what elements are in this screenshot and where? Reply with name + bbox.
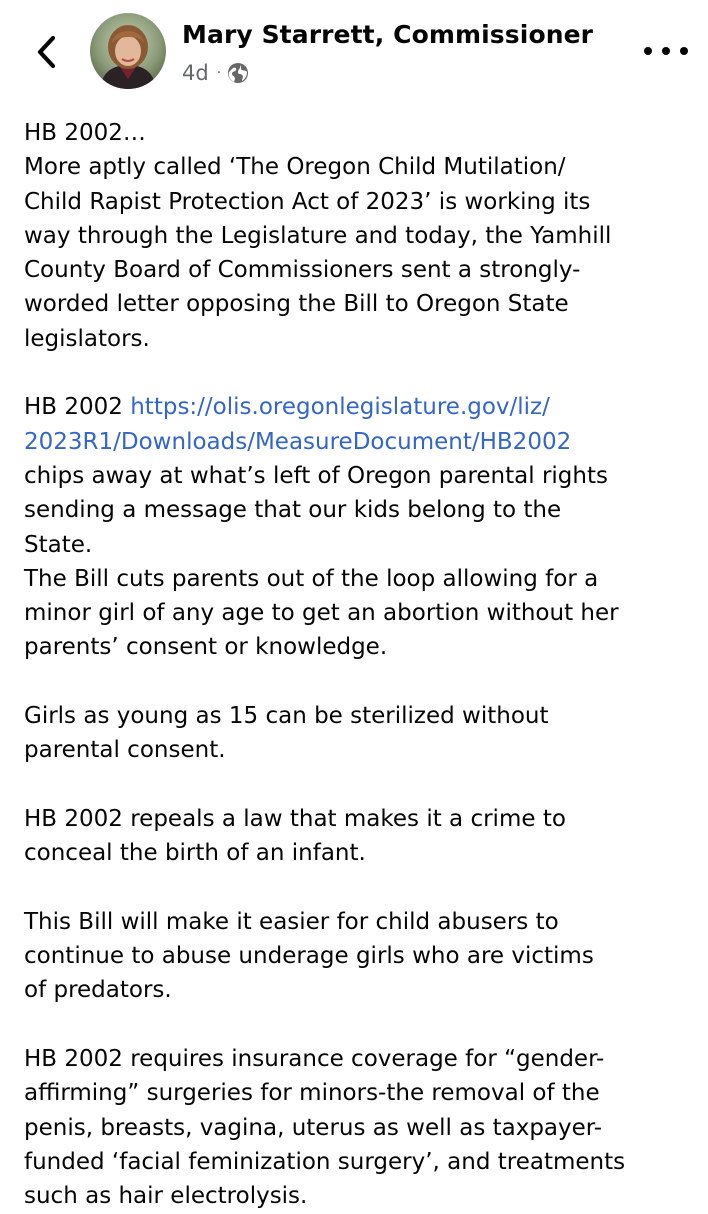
post-line: State. [24, 531, 93, 558]
author-name[interactable]: Mary Starrett, Commissioner [182, 20, 594, 49]
post-line: The Bill cuts parents out of the loop allowing for a [24, 565, 599, 592]
post-line: penis, breasts, vagina, uterus as well as taxpayer- [24, 1114, 603, 1141]
bill-link[interactable]: https://olis.oregonlegislature.gov/liz/ [130, 394, 550, 421]
post-line: HB 2002 requires insurance coverage for “gender- [24, 1046, 605, 1073]
profile-photo [90, 13, 166, 89]
ellipsis-icon [644, 47, 652, 55]
post-line: More aptly called ‘The Oregon Child Mutilation/ [24, 154, 566, 181]
post-line: County Board of Commissioners sent a strongly- [24, 257, 581, 284]
post-age[interactable]: 4d [182, 61, 209, 85]
post-line: way through the Legislature and today, the Yamhill [24, 222, 612, 249]
post-line: sending a message that our kids belong to the [24, 497, 562, 524]
post-line: chips away at what’s left of Oregon parental rights [24, 462, 608, 489]
paragraph-gap [24, 871, 708, 905]
post-line: Child Rapist Protection Act of 2023’ is working its [24, 188, 591, 215]
post-line: of predators. [24, 977, 172, 1004]
paragraph-gap [24, 356, 708, 390]
post-header [0, 0, 708, 110]
post-line: conceal the birth of an infant. [24, 840, 366, 867]
paragraph-gap [24, 665, 708, 699]
post-line: This Bill will make it easier for child abusers to [24, 908, 559, 935]
ellipsis-icon [680, 47, 688, 55]
globe-icon[interactable] [227, 62, 249, 84]
post-line [24, 390, 708, 424]
post-line: HB 2002… [24, 120, 146, 146]
post-line: worded letter opposing the Bill to Oregon State [24, 291, 569, 318]
more-options-button[interactable] [644, 36, 688, 66]
avatar[interactable] [90, 13, 166, 89]
bill-reference: HB 2002 [24, 394, 131, 421]
chevron-left-icon [35, 35, 57, 69]
post-line [24, 425, 708, 459]
post-line: parents’ consent or knowledge. [24, 634, 388, 661]
meta-separator: · [216, 65, 222, 81]
back-button[interactable] [26, 30, 66, 74]
post-line: continue to abuse underage girls who are victims [24, 943, 594, 970]
ellipsis-icon [662, 47, 670, 55]
paragraph-gap [24, 1008, 708, 1042]
post-line: such as hair electrolysis. [24, 1183, 308, 1210]
post-line: Girls as young as 15 can be sterilized without [24, 703, 549, 730]
post-line: parental consent. [24, 737, 226, 764]
paragraph-gap [24, 768, 708, 802]
post-line: funded ‘facial feminization surgery’, and treatments [24, 1148, 626, 1175]
post-line: affirming” surgeries for minors-the removal of the [24, 1080, 600, 1107]
post-line: legislators. [24, 325, 150, 352]
post-line: HB 2002 repeals a law that makes it a crime to [24, 805, 566, 832]
bill-link[interactable]: 2023R1/Downloads/MeasureDocument/HB2002 [24, 428, 572, 455]
post-text [24, 116, 708, 1214]
post-meta [182, 59, 249, 87]
post-line: minor girl of any age to get an abortion without her [24, 600, 619, 627]
